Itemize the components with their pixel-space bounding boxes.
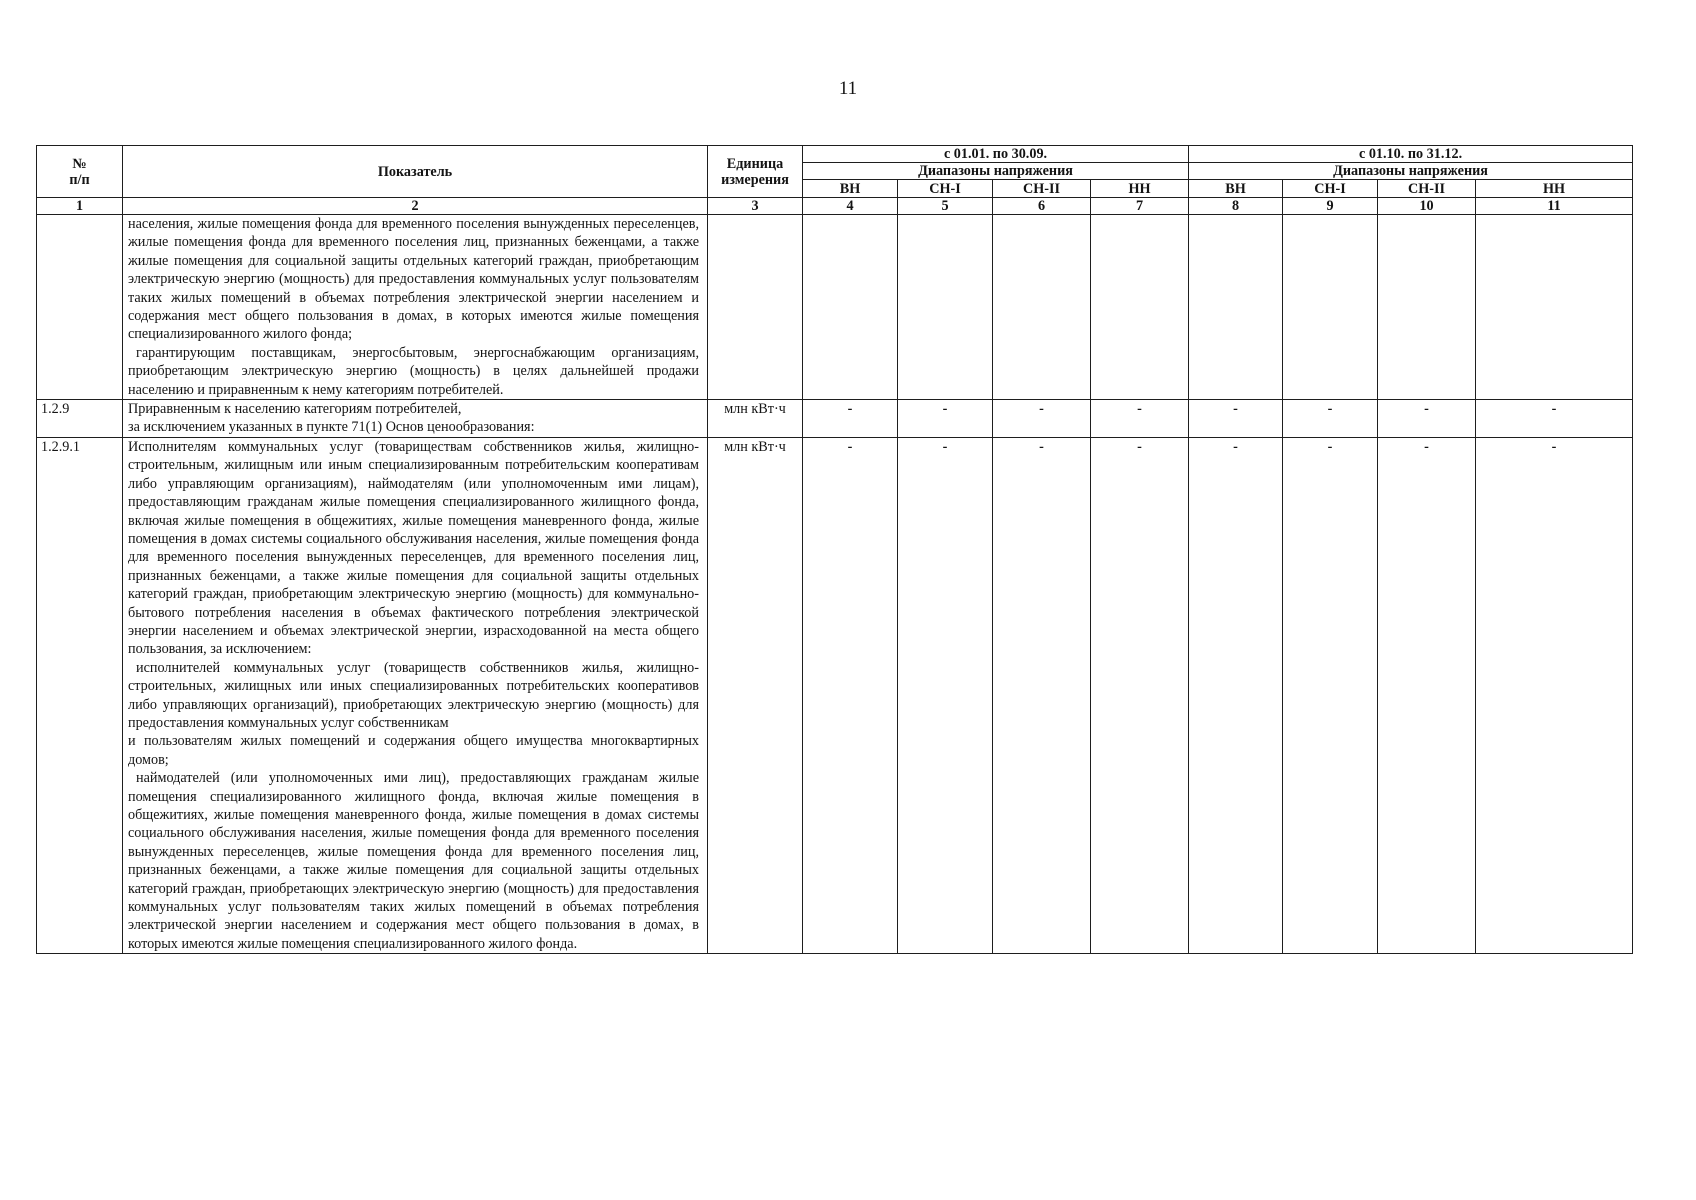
col-number: 9 — [1283, 198, 1378, 215]
row-value: - — [803, 400, 898, 438]
table-row — [37, 400, 1633, 438]
header-level-nn-2: НН — [1476, 180, 1633, 198]
header-level-nn-1: НН — [1091, 180, 1189, 198]
indicator-paragraph: исполнителей коммунальных услуг (товариществ собственников жилья, жилищно-строительных, жилищных или иных специализированных потребительских кооперативов либо управляющих организаций), приобретающих электрическую энергию (мощность) для предоставления коммунальных услуг собственникам — [128, 659, 699, 731]
row-value — [1189, 215, 1283, 400]
row-value — [803, 215, 898, 400]
row-value: - — [1283, 400, 1378, 438]
header-level-vn-1: ВН — [803, 180, 898, 198]
table-row — [37, 215, 1633, 400]
indicator-paragraph: населения, жилые помещения фонда для временного поселения вынужденных переселенцев, жилые помещения фонда для временного поселения лиц, признанных беженцами, а также жилые помещения для социальной защиты отдельных категорий граждан, приобретающим электрическую энергию (мощность) для предоставления коммунальных услуг пользователям таких жилых помещений в объемах потребления электрической энергии населением и содержания мест общего пользования в домах, в которых имеются жилые помещения специализированного жилого фонда; — [128, 216, 699, 343]
row-number — [37, 215, 123, 400]
header-level-sn1-1: СН-I — [898, 180, 993, 198]
row-value — [1283, 215, 1378, 400]
header-level-sn1-2: СН-I — [1283, 180, 1378, 198]
row-value: - — [898, 437, 993, 953]
indicator-paragraph: за исключением указанных в пункте 71(1) Основ ценообразования: — [128, 419, 535, 436]
header-period-1: с 01.01. по 30.09. — [803, 146, 1189, 163]
row-value: - — [1476, 437, 1633, 953]
header-voltage-ranges-2: Диапазоны напряжения — [1189, 163, 1633, 180]
col-number: 2 — [123, 198, 708, 215]
header-voltage-ranges-1: Диапазоны напряжения — [803, 163, 1189, 180]
indicator-paragraph: наймодателей (или уполномоченных ими лиц), предоставляющих гражданам жилые помещения специализированного жилищного фонда, включая жилые помещения в общежитиях, жилые помещения маневренного фонда, жилые помещения в домах системы социального обслуживания населения, жилые помещения фонда для временного поселения вынужденных переселенцев, жилые помещения фонда для временного поселения лиц, признанных беженцами, а также жилые помещения для социальной защиты отдельных категорий граждан, приобретающих электрическую энергию (мощность) для предоставления коммунальных услуг пользователям таких жилых помещений в объемах потребления электрической энергии населением и содержания мест общего пользования в домах, в которых имеются жилые помещения специализированного жилого фонда. — [128, 770, 699, 952]
header-level-vn-2: ВН — [1189, 180, 1283, 198]
row-value: - — [1189, 400, 1283, 438]
header-col-unit: Единица измерения — [708, 146, 803, 198]
row-value — [1476, 215, 1633, 400]
indicator-paragraph: и пользователям жилых помещений и содержания общего имущества многоквартирных домов; — [128, 733, 699, 768]
row-unit — [708, 215, 803, 400]
header-col-indicator: Показатель — [123, 146, 708, 198]
tariff-table — [36, 145, 1633, 954]
header-level-sn2-2: СН-II — [1378, 180, 1476, 198]
row-indicator — [123, 437, 708, 953]
row-value: - — [1283, 437, 1378, 953]
row-value: - — [993, 400, 1091, 438]
col-number: 7 — [1091, 198, 1189, 215]
col-number: 1 — [37, 198, 123, 215]
row-value: - — [1378, 437, 1476, 953]
indicator-paragraph: гарантирующим поставщикам, энергосбытовым, энергоснабжающим организациям, приобретающим электрическую энергию (мощность) в целях дальнейшей продажи населению и приравненным к нему категориям потребителей. — [128, 344, 699, 398]
row-value — [993, 215, 1091, 400]
page-number: 11 — [838, 78, 858, 99]
row-indicator — [123, 400, 708, 438]
row-unit: млн кВт·ч — [708, 400, 803, 438]
row-value: - — [803, 437, 898, 953]
row-number: 1.2.9.1 — [37, 437, 123, 953]
row-value: - — [1378, 400, 1476, 438]
row-unit: млн кВт·ч — [708, 437, 803, 953]
table-row — [37, 437, 1633, 953]
header-period-2: с 01.10. по 31.12. — [1189, 146, 1633, 163]
row-value: - — [898, 400, 993, 438]
header-level-sn2-1: СН-II — [993, 180, 1091, 198]
col-number: 11 — [1476, 198, 1633, 215]
row-value: - — [1189, 437, 1283, 953]
row-value: - — [1091, 400, 1189, 438]
indicator-paragraph: Исполнителям коммунальных услуг (товариществам собственников жилья, жилищно-строительным, жилищным или иным специализированным потребительским кооперативам либо управляющим организациям), наймодателям (или уполномоченным ими лицам), предоставляющим гражданам жилые помещения специализированного жилищного фонда, включая жилые помещения в общежитиях, жилые помещения маневренного фонда, жилые помещения в домах системы социального обслуживания населения, жилые помещения фонда для временного поселения вынужденных переселенцев, для временного поселения лиц, признанных беженцами, а также жилые помещения для социальной защиты отдельных категорий граждан, приобретающим электрическую энергию (мощность) для коммунально-бытового потребления населения в объемах фактического потребления электрической энергии населением и объемах электрической энергии, израсходованной на места общего пользования, за исключением: — [128, 438, 699, 658]
header-col-no: № п/п — [37, 146, 123, 198]
col-number: 5 — [898, 198, 993, 215]
col-number: 8 — [1189, 198, 1283, 215]
row-value — [898, 215, 993, 400]
row-value — [1378, 215, 1476, 400]
column-numbers-row — [37, 198, 1633, 215]
row-number: 1.2.9 — [37, 400, 123, 438]
row-value: - — [993, 437, 1091, 953]
col-number: 4 — [803, 198, 898, 215]
col-number: 6 — [993, 198, 1091, 215]
col-number: 10 — [1378, 198, 1476, 215]
indicator-paragraph: Приравненным к населению категориям потребителей, — [128, 401, 462, 418]
row-value — [1091, 215, 1189, 400]
row-indicator — [123, 215, 708, 400]
row-value: - — [1476, 400, 1633, 438]
col-number: 3 — [708, 198, 803, 215]
row-value: - — [1091, 437, 1189, 953]
